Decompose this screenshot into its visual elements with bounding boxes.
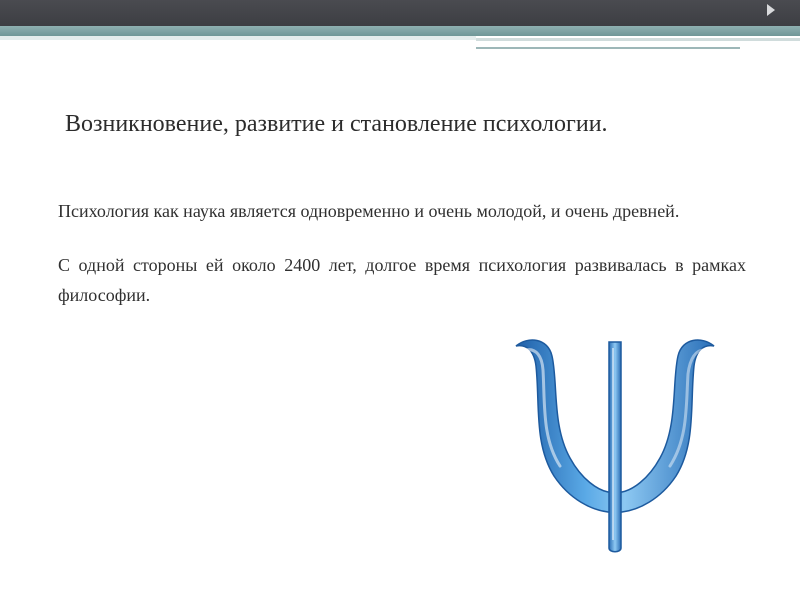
- psi-symbol-icon: [508, 334, 722, 556]
- header-band-dark: [0, 0, 800, 26]
- header-band-light: [0, 36, 476, 40]
- header-band-light-right: [476, 38, 800, 41]
- paragraph-1: Психология как наука является одновременно и очень молодой, и очень древней.: [58, 201, 680, 221]
- slide-title: Возникновение, развитие и становление психологии.: [65, 111, 608, 137]
- paragraph-2: С одной стороны ей около 2400 лет, долгое время психология развивалась в рамках философии.: [58, 255, 746, 305]
- slide-body: [58, 196, 746, 334]
- header-accent-line: [476, 47, 740, 49]
- header-band-teal: [0, 26, 800, 36]
- corner-triangle-icon: [767, 4, 775, 16]
